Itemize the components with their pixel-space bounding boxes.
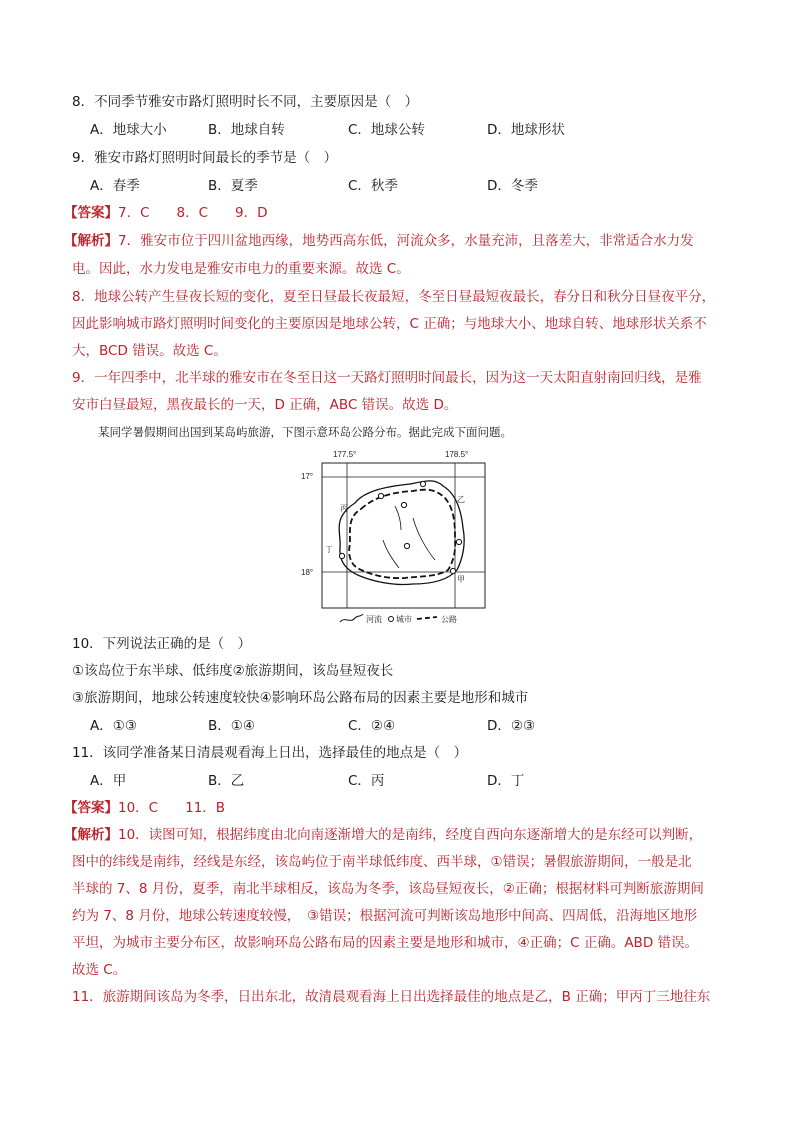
answer-text: 7．C 8．C 9．D [118,205,268,221]
place-label-bing: 丙 [340,504,348,513]
q10-stem: 10．下列说法正确的是（ ） [72,636,252,652]
q8-option-b: B．地球自转 [208,122,285,138]
analysis-tag: 【解析】 [64,827,118,843]
analysis-2-line-1: 图中的纬线是南纬，经线是东经，该岛屿位于南半球低纬度、西半球，①错误；暑假旅游期间，一般是北 [72,854,692,870]
city-marker [339,553,344,558]
q10-option-b: B．①④ [208,718,255,734]
river [413,518,435,560]
answer-text: 10．C 11．B [118,800,226,816]
place-label-jia: 甲 [457,575,465,584]
q11-option-a: A．甲 [90,773,127,789]
lat-label-bottom: 18° [301,568,314,577]
answer-tag: 【答案】 [64,205,118,221]
answer-block-2 [64,797,225,819]
island-road-map [295,448,495,628]
q9-option-d: D．冬季 [487,178,538,194]
analysis-1-line-5: 9．一年四季中，北半球的雅安市在冬至日这一天路灯照明时间最长，因为这一天太阳直射南回归线，是雅 [72,370,702,386]
river [395,506,401,530]
q9-stem: 9．雅安市路灯照明时间最长的季节是（ ） [72,150,338,166]
city-marker [450,568,455,573]
q10-option-c: C．②④ [348,718,396,734]
analysis-2-line-3: 约为 7、8 月份，地球公转速度较慢， ③错误；根据河流可判断该岛地形中间高、四周低，沿海地区地形 [72,908,698,924]
analysis-1-line-0 [64,230,694,252]
q10-statement-line-2: ③旅游期间，地球公转速度较快④影响环岛公路布局的因素主要是地形和城市 [72,690,529,706]
place-label-ding: 丁 [325,545,333,554]
q9-option-c: C．秋季 [348,178,398,194]
analysis-1-line-3: 因此影响城市路灯照明时间变化的主要原因是地球公转，C 正确；与地球大小、地球自转、地球形状关系不 [72,316,707,332]
lon-label-right: 178.5° [445,450,469,459]
analysis-2-line-2: 半球的 7、8 月份，夏季，南北半球相反，该岛为冬季，该岛昼短夜长，②正确；根据材料可判断旅游期间 [72,881,704,897]
q11-option-d: D．丁 [487,773,525,789]
analysis-2-line-4: 平坦，为城市主要分布区，故影响环岛公路布局的因素主要是地形和城市，④正确；C 正确。ABD 错误。 [72,935,699,951]
legend-city-symbol [389,617,394,622]
answer-block-1 [64,202,268,224]
q11-option-b: B．乙 [208,773,245,789]
island-coastline [339,481,464,585]
legend-road-symbol [417,617,437,619]
q9-option-b: B．夏季 [208,178,258,194]
river [383,540,399,568]
q10-statement-line-1: ①该岛位于东半球、低纬度②旅游期间，该岛昼短夜长 [72,663,394,679]
analysis-2-line-6: 11．旅游期间该岛为冬季，日出东北，故清晨观看海上日出选择最佳的地点是乙，B 正确；甲丙丁三地往东 [72,989,711,1005]
analysis-1-line-1: 电。因此，水力发电是雅安市电力的重要来源。故选 C。 [72,261,410,277]
q10-option-d: D．②③ [487,718,536,734]
lon-label-left: 177.5° [333,450,357,459]
analysis-text: 10．读图可知，根据纬度由北向南逐渐增大的是南纬，经度自西向东逐渐增大的是东经可以判断， [118,827,703,843]
analysis-1-line-6: 安市白昼最短，黑夜最长的一天，D 正确，ABC 错误。故选 D。 [72,397,458,413]
place-label-yi: 乙 [457,495,465,504]
legend-city-label: 城市 [396,615,412,624]
q8-option-d: D．地球形状 [487,122,565,138]
city-marker [420,481,425,486]
analysis-2-line-5: 故选 C。 [72,962,127,978]
q8-option-c: C．地球公转 [348,122,425,138]
q10-option-a: A．①③ [90,718,137,734]
lat-label-top: 17° [301,472,314,481]
legend-river-symbol [340,614,363,622]
map-caption: 某同学暑假期间出国到某岛屿旅游，下图示意环岛公路分布。据此完成下面问题。 [98,425,512,439]
analysis-tag: 【解析】 [64,233,118,249]
answer-tag: 【答案】 [64,800,118,816]
analysis-1-line-2: 8．地球公转产生昼夜长短的变化，夏至日昼最长夜最短，冬至日昼最短夜最长，春分日和秋分日昼夜平分， [72,289,716,305]
analysis-1-line-4: 大，BCD 错误。故选 C。 [72,343,227,359]
legend-road-label: 公路 [441,615,457,624]
q8-stem: 8．不同季节雅安市路灯照明时长不同，主要原因是（ ） [72,94,419,110]
legend-river-label: 河流 [366,615,382,624]
analysis-text: 7．雅安市位于四川盆地西缘，地势西高东低，河流众多，水量充沛，且落差大，非常适合水力发 [118,233,694,249]
city-marker [456,539,461,544]
q11-stem: 11．该同学准备某日清晨观看海上日出，选择最佳的地点是（ ） [72,745,468,761]
analysis-2-line-0 [64,824,702,846]
q9-option-a: A．春季 [90,178,140,194]
city-marker [404,543,409,548]
q11-option-c: C．丙 [348,773,385,789]
city-marker [401,502,406,507]
q8-option-a: A．地球大小 [90,122,167,138]
city-marker [378,493,383,498]
